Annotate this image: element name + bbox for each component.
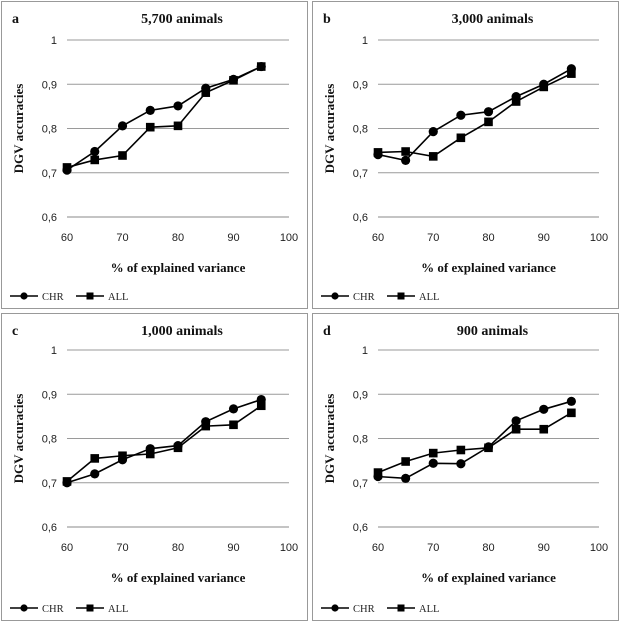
- x-tick-label: 80: [482, 542, 495, 554]
- data-point-all: [63, 163, 72, 172]
- y-tick-label: 0,7: [41, 477, 57, 490]
- data-point-all: [401, 457, 410, 466]
- data-point-all: [146, 123, 155, 132]
- data-point-all: [174, 443, 183, 452]
- chart-panel-a: [2, 2, 308, 309]
- y-tick-label: 0,9: [41, 389, 57, 402]
- data-point-all: [174, 122, 183, 131]
- x-tick-label: 90: [227, 232, 240, 244]
- data-point-all: [90, 454, 99, 463]
- data-point-all: [63, 477, 72, 486]
- legend-label-all: ALL: [108, 604, 129, 615]
- x-tick-label: 70: [427, 232, 440, 244]
- x-tick-label: 90: [537, 232, 550, 244]
- x-tick-label: 60: [60, 232, 74, 244]
- x-tick-label: 80: [171, 232, 185, 244]
- data-point-all: [512, 425, 521, 434]
- y-tick-label: 1: [361, 345, 368, 357]
- data-point-all: [374, 468, 383, 477]
- legend-marker-square: [87, 605, 94, 612]
- x-axis-label: % of explained variance: [421, 260, 556, 275]
- y-tick-label: 0,9: [41, 79, 57, 92]
- y-tick-label: 0,8: [41, 433, 57, 446]
- data-point-all: [201, 88, 210, 97]
- x-tick-label: 90: [227, 542, 240, 554]
- y-tick-label: 0,8: [41, 123, 57, 136]
- data-point-all: [567, 409, 576, 418]
- y-tick-label: 0,6: [41, 522, 57, 534]
- data-point-all: [457, 133, 466, 142]
- data-point-all: [401, 147, 410, 156]
- chart-title: 5,700 animals: [141, 12, 223, 27]
- panel-letter: c: [12, 324, 19, 339]
- data-point-all: [229, 420, 238, 429]
- data-point-all: [146, 450, 155, 459]
- y-tick-label: 0,8: [352, 123, 368, 136]
- data-point-chr: [90, 147, 99, 156]
- data-point-chr: [456, 111, 465, 120]
- legend-marker-circle: [20, 604, 27, 611]
- x-tick-label: 70: [427, 542, 440, 554]
- data-point-chr: [512, 416, 521, 425]
- data-point-all: [484, 118, 493, 127]
- data-point-all: [429, 152, 438, 161]
- legend-label-chr: CHR: [42, 604, 64, 615]
- data-point-chr: [401, 474, 410, 483]
- chart-panel-d: [313, 314, 619, 621]
- data-point-all: [229, 76, 238, 85]
- data-point-all: [484, 443, 493, 452]
- x-tick-label: 70: [116, 542, 129, 554]
- x-tick-label: 60: [60, 542, 74, 554]
- panel-letter: b: [323, 12, 331, 27]
- x-tick-label: 60: [371, 542, 385, 554]
- x-tick-label: 100: [589, 232, 609, 244]
- data-point-chr: [429, 127, 438, 136]
- data-point-all: [429, 449, 438, 458]
- y-tick-label: 0,7: [352, 167, 368, 180]
- legend-label-chr: CHR: [353, 604, 375, 615]
- data-point-all: [257, 401, 266, 410]
- data-point-chr: [146, 106, 155, 115]
- data-point-all: [374, 148, 383, 157]
- data-point-chr: [118, 121, 127, 130]
- legend-marker-square: [87, 293, 94, 300]
- data-point-all: [539, 83, 548, 92]
- data-point-chr: [401, 156, 410, 165]
- data-point-all: [257, 62, 266, 71]
- y-tick-label: 0,9: [352, 79, 368, 92]
- y-axis-label: DGV accuracies: [11, 393, 26, 484]
- chart-panel-c: [2, 314, 308, 621]
- data-point-all: [201, 422, 210, 431]
- y-axis-label: DGV accuracies: [322, 393, 337, 484]
- y-axis-label: DGV accuracies: [11, 83, 26, 174]
- x-tick-label: 80: [171, 542, 185, 554]
- x-axis-label: % of explained variance: [110, 260, 246, 275]
- x-tick-label: 100: [279, 542, 299, 554]
- data-point-chr: [229, 404, 238, 413]
- data-point-chr: [429, 459, 438, 468]
- y-tick-label: 0,6: [41, 212, 57, 224]
- x-tick-label: 70: [116, 232, 129, 244]
- y-tick-label: 1: [361, 35, 368, 47]
- x-tick-label: 100: [279, 232, 299, 244]
- legend-marker-circle: [331, 292, 338, 299]
- legend-marker-square: [398, 293, 405, 300]
- x-tick-label: 80: [482, 232, 495, 244]
- legend-label-chr: CHR: [42, 292, 64, 303]
- data-point-chr: [456, 459, 465, 468]
- data-point-all: [512, 97, 521, 106]
- legend-marker-circle: [20, 292, 27, 299]
- x-axis-label: % of explained variance: [421, 570, 556, 585]
- legend-label-all: ALL: [419, 604, 440, 615]
- data-point-all: [118, 451, 127, 460]
- x-tick-label: 100: [589, 542, 609, 554]
- data-point-chr: [90, 469, 99, 478]
- chart-panel-b: [313, 2, 619, 309]
- data-point-all: [567, 69, 576, 78]
- x-axis-label: % of explained variance: [110, 570, 246, 585]
- legend-marker-circle: [331, 604, 338, 611]
- y-tick-label: 1: [50, 35, 57, 47]
- chart-title: 1,000 animals: [141, 324, 223, 339]
- y-tick-label: 0,8: [352, 433, 368, 446]
- data-point-all: [457, 446, 466, 455]
- x-tick-label: 90: [537, 542, 550, 554]
- y-tick-label: 0,6: [352, 212, 368, 224]
- data-point-all: [118, 151, 127, 160]
- y-tick-label: 0,6: [352, 522, 368, 534]
- data-point-all: [90, 156, 99, 165]
- legend-label-all: ALL: [419, 292, 440, 303]
- panel-letter: d: [323, 324, 331, 339]
- panel-letter: a: [12, 12, 19, 27]
- y-tick-label: 0,7: [352, 477, 368, 490]
- data-point-chr: [484, 107, 493, 116]
- data-point-chr: [173, 101, 182, 110]
- y-tick-label: 1: [50, 345, 57, 357]
- x-tick-label: 60: [371, 232, 385, 244]
- y-tick-label: 0,9: [352, 389, 368, 402]
- y-axis-label: DGV accuracies: [322, 83, 337, 174]
- chart-title: 3,000 animals: [451, 12, 534, 27]
- y-tick-label: 0,7: [41, 167, 57, 180]
- data-point-chr: [539, 405, 548, 414]
- chart-title: 900 animals: [456, 324, 529, 339]
- legend-label-all: ALL: [108, 292, 129, 303]
- data-point-all: [539, 425, 548, 434]
- legend-marker-square: [398, 605, 405, 612]
- legend-label-chr: CHR: [353, 292, 375, 303]
- data-point-chr: [567, 397, 576, 406]
